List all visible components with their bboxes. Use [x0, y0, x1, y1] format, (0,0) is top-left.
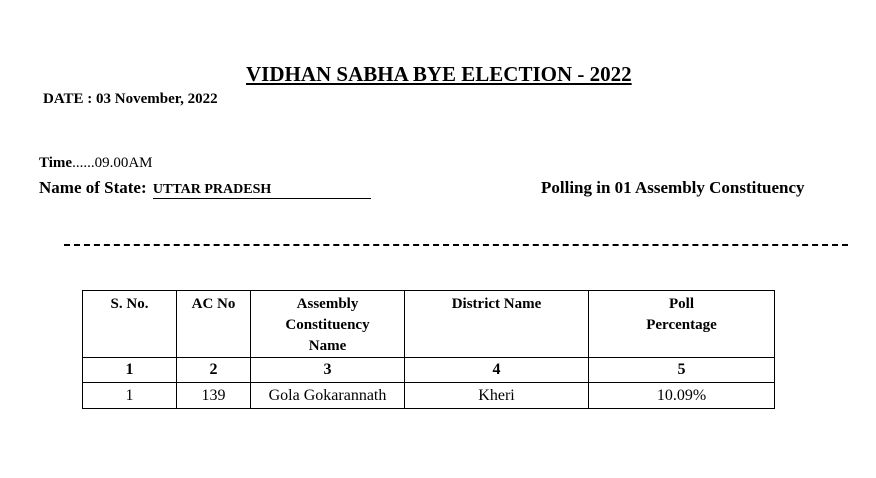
cell-poll-percentage: 10.09% [589, 383, 775, 409]
header-poll-percentage [589, 291, 775, 358]
header-district-name: District Name [405, 291, 589, 358]
table-row [83, 383, 775, 409]
column-number: 5 [589, 358, 775, 383]
cell-ac-no: 139 [177, 383, 251, 409]
column-number-row [83, 358, 775, 383]
document-title: VIDHAN SABHA BYE ELECTION - 2022 [246, 62, 632, 86]
cell-district-name: Kheri [405, 383, 589, 409]
poll-percentage-table [82, 290, 775, 409]
column-number: 4 [405, 358, 589, 383]
header-poll-percentage-text: Poll Percentage [646, 296, 717, 333]
cell-s-no: 1 [83, 383, 177, 409]
state-line [39, 178, 371, 199]
header-s-no: S. No. [83, 291, 177, 358]
header-constituency-name-text: Assembly Constituency Name [285, 296, 370, 354]
state-label: Name of State: [39, 178, 147, 197]
election-date: DATE : 03 November, 2022 [43, 91, 218, 107]
column-number: 3 [251, 358, 405, 383]
header-ac-no: AC No [177, 291, 251, 358]
column-number: 2 [177, 358, 251, 383]
time-value: ......09.00AM [72, 155, 153, 171]
header-constituency-name [251, 291, 405, 358]
state-value: UTTAR PRADESH [153, 182, 371, 199]
cell-constituency-name: Gola Gokarannath [251, 383, 405, 409]
column-number: 1 [83, 358, 177, 383]
polling-summary: Polling in 01 Assembly Constituency [541, 178, 805, 197]
dashed-divider [64, 244, 848, 246]
time-label: Time [39, 155, 73, 171]
table-header-row [83, 291, 775, 358]
time-line [39, 155, 152, 172]
